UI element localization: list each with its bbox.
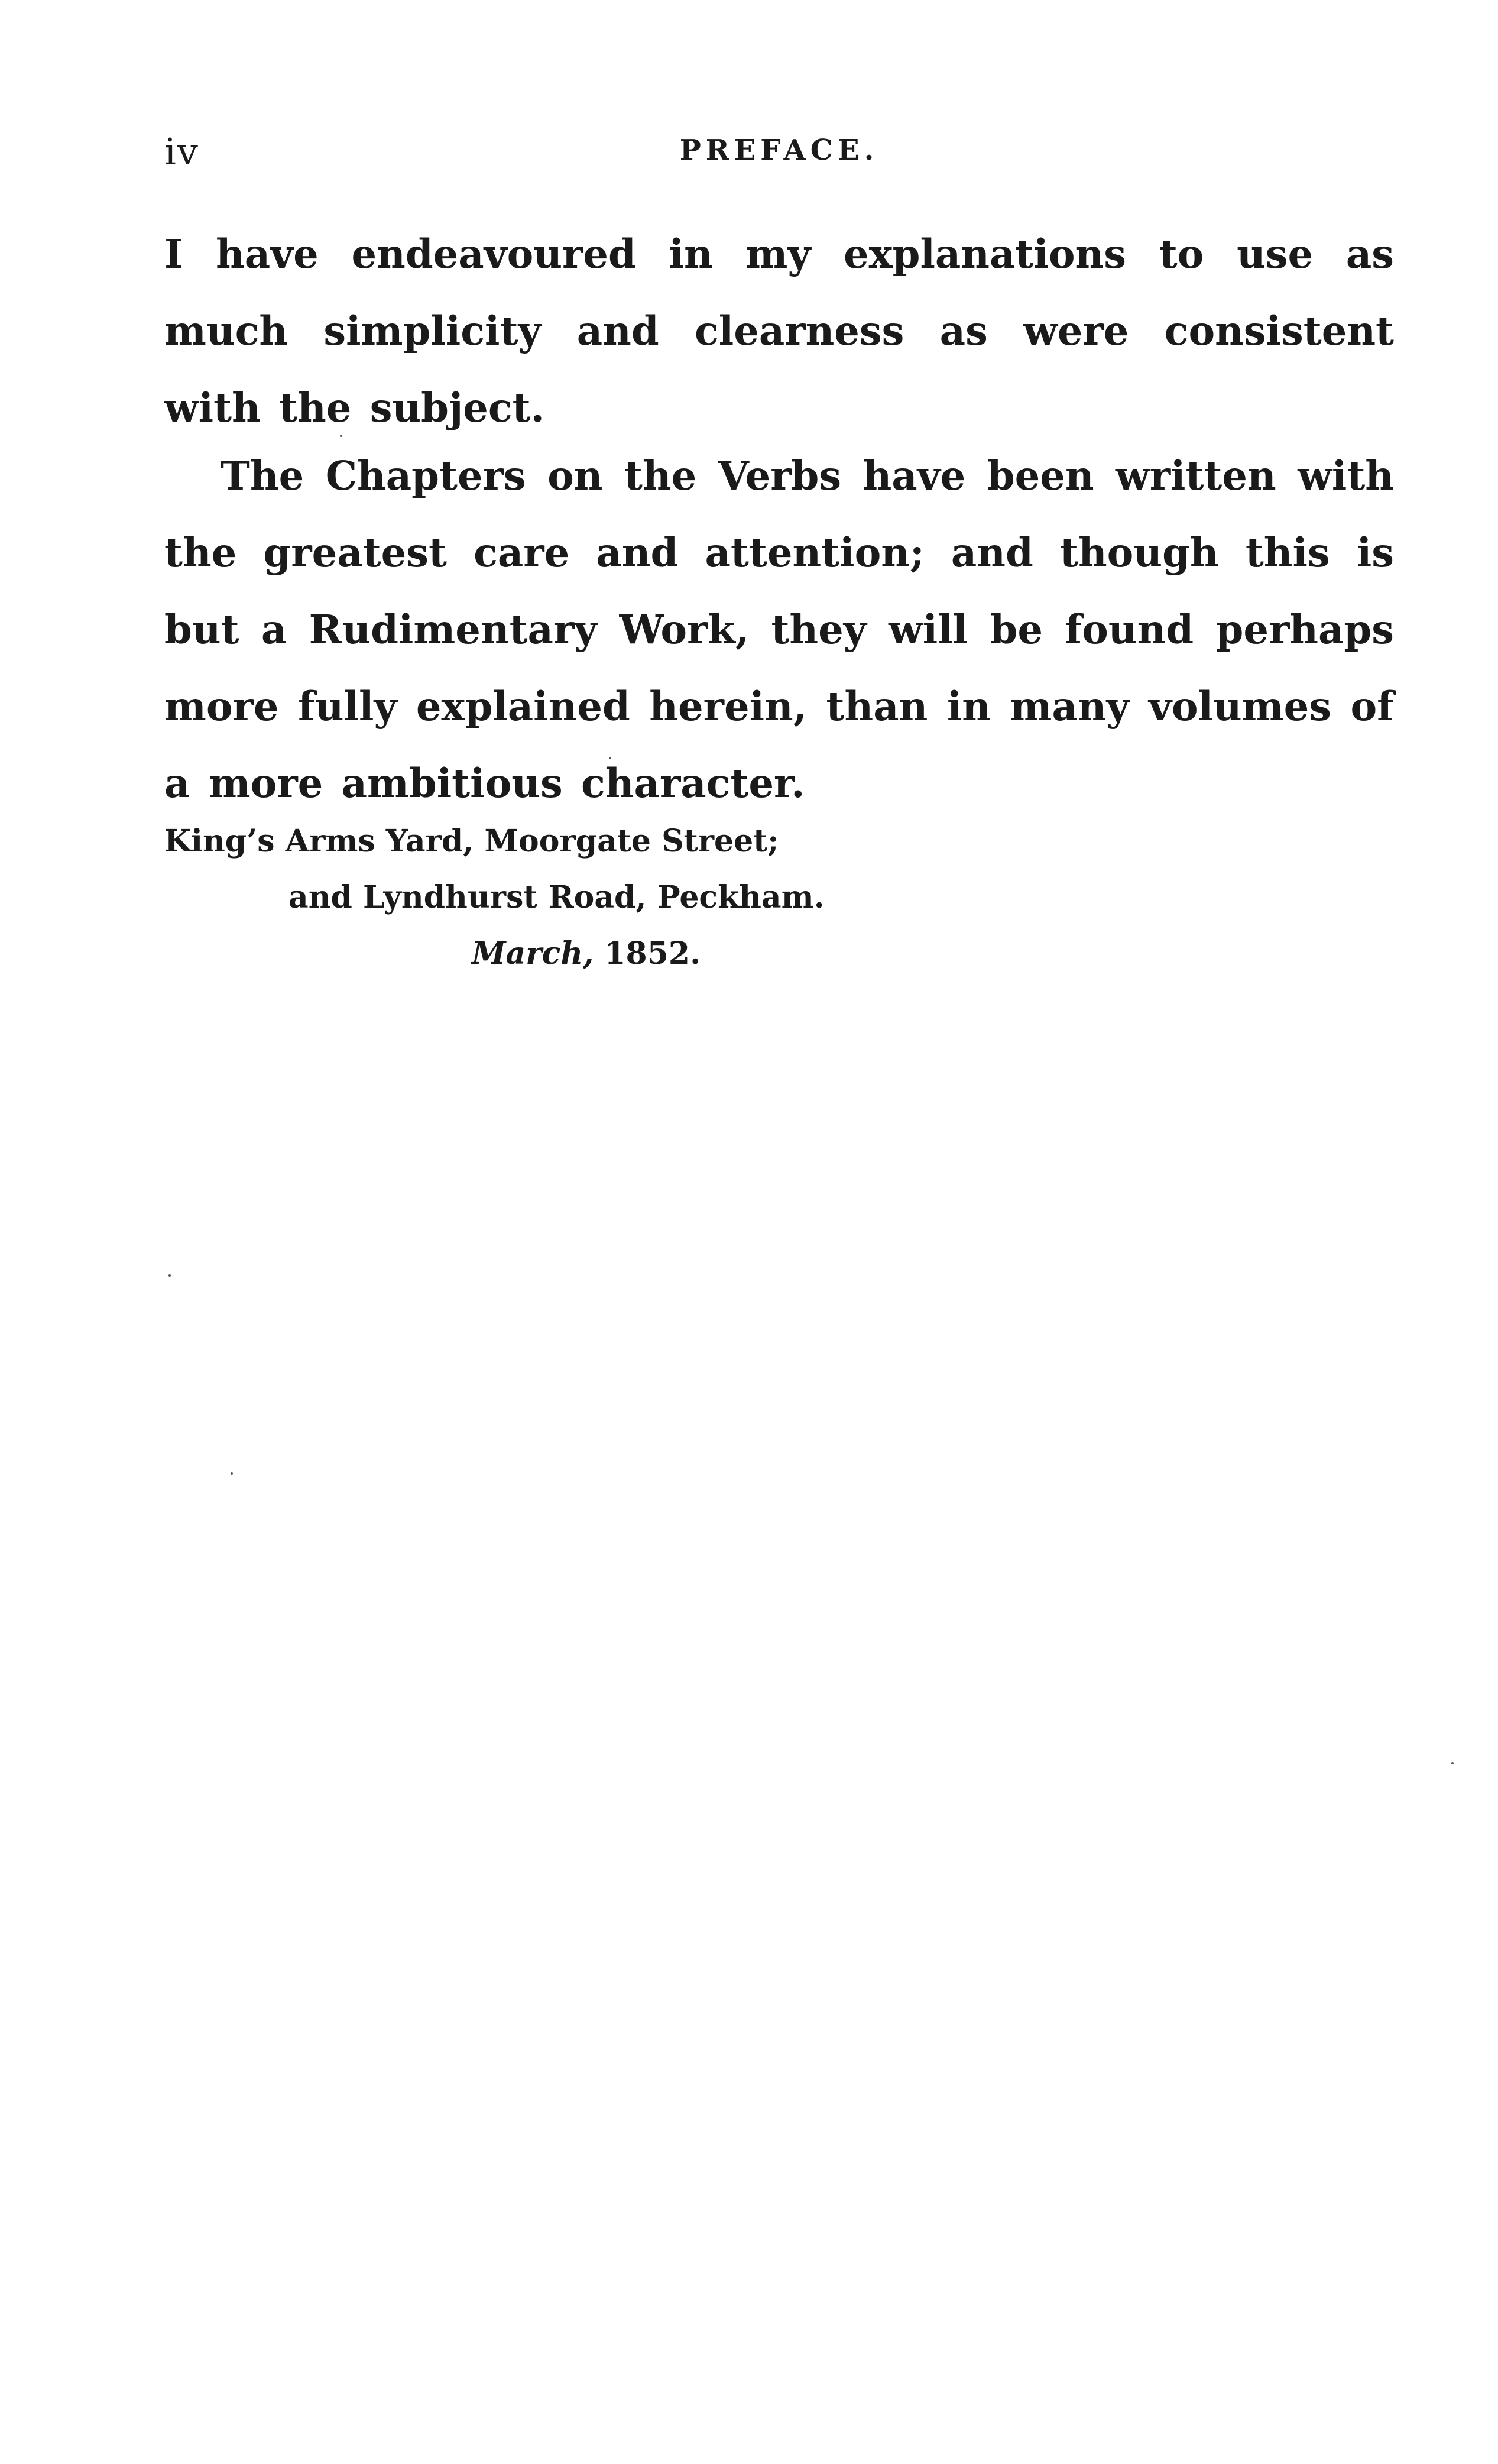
page-header xyxy=(164,130,1394,177)
signature-year: 1852. xyxy=(604,935,701,972)
scan-speck xyxy=(1451,1762,1454,1764)
paragraph-2: The Chapters on the Verbs have been written with the greatest care and attention; and though this is but a Rudimentary Work, they will be found perhaps more fully explained herein, than in many volumes of a more ambitious character. xyxy=(164,452,1394,807)
page-number: iv xyxy=(164,130,199,173)
paragraph-1: I have endeavoured in my explanations to use as much simplicity and clearness as were consistent with the subject. xyxy=(164,231,1394,431)
scan-speck xyxy=(609,757,611,759)
signature-address-line-1: King’s Arms Yard, Moorgate Street; xyxy=(164,823,779,859)
scan-speck xyxy=(168,1274,171,1277)
signature-date xyxy=(164,925,825,982)
signature-address-line-2: and Lyndhurst Road, Peckham. xyxy=(288,879,825,915)
signature-month: March, xyxy=(472,935,594,972)
running-title: PREFACE. xyxy=(679,134,879,167)
scan-speck xyxy=(231,1472,233,1475)
scan-speck xyxy=(340,435,342,437)
signature-block xyxy=(164,813,825,982)
